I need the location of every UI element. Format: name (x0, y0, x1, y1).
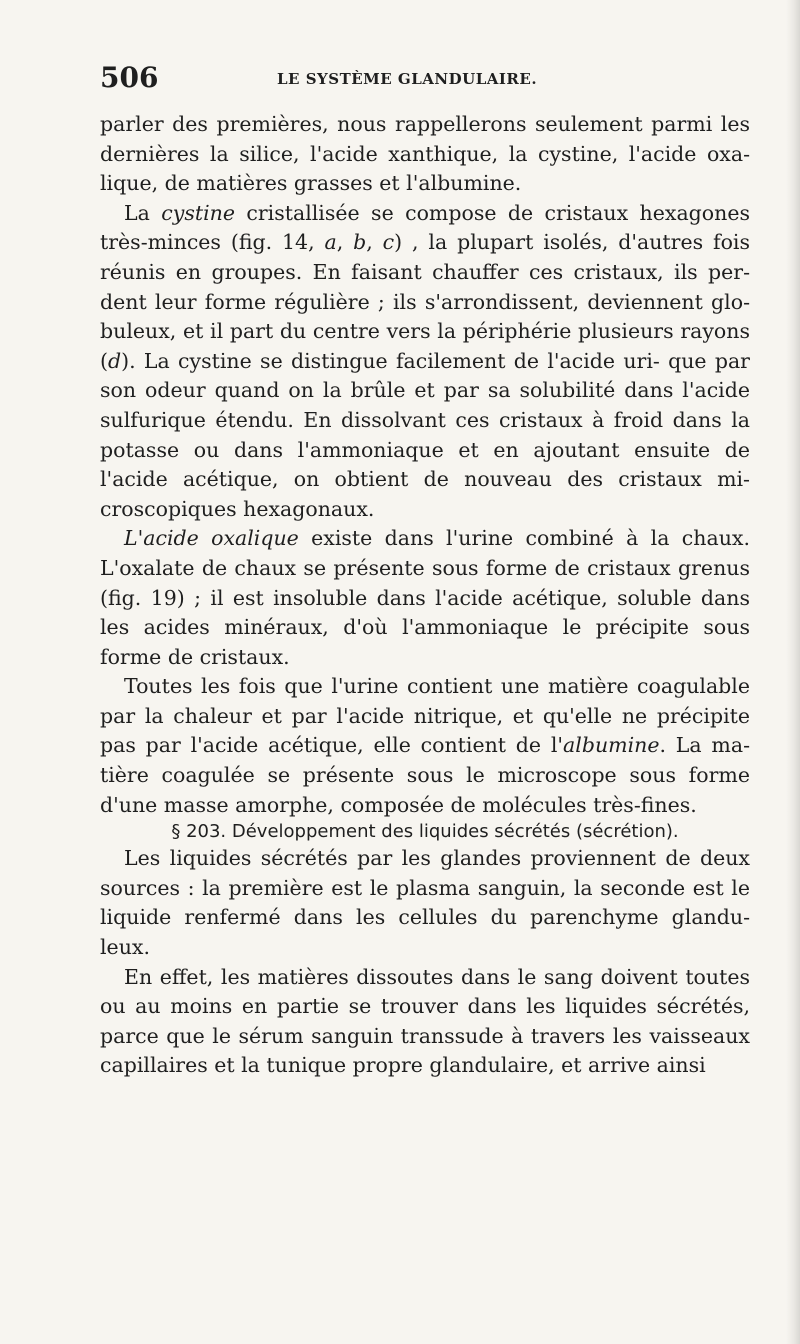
text-run: ) , la plupart isolés, d'autres fois réunis en groupes. En faisant chauffer ces cristaux, ils per- dent leur forme régulière ; ils s'arrondissent, deviennent glo- buleux, et il part du centre vers la périphérie plusieurs rayons ( (100, 230, 750, 373)
fig-letter-a: a (324, 230, 337, 255)
paragraph-blood-matters-text: En effet, les matières dissoutes dans le sang doivent toutes ou au moins en partie se trouver dans les liquides sécrétés, parce que le sérum sanguin transsude à travers les vaisseaux capillaires et la tunique propre glandulaire, et arrive ainsi (100, 964, 750, 1078)
paragraph-1 (100, 110, 750, 199)
page-edge-shadow (786, 0, 800, 1344)
text-run: , (366, 230, 383, 255)
fig-letter-b: b (353, 230, 367, 255)
page-number: 506 (100, 61, 159, 94)
paragraph-blood-matters (100, 963, 750, 1081)
term-oxalic-acid: L'acide oxalique (124, 526, 299, 551)
fig-letter-d: d (108, 348, 122, 373)
paragraph-secretion-sources-text: Les liquides sécrétés par les glandes proviennent de deux sources : la première est le plasma sanguin, la seconde est le liquide renfermé dans les cellules du parenchyme glandu- leux. (100, 846, 750, 960)
paragraph-oxalic-acid (100, 524, 750, 672)
text-run: , (336, 230, 354, 255)
fig-letter-c: c (382, 230, 395, 255)
running-head: LE SYSTÈME GLANDULAIRE. (277, 70, 538, 88)
paragraph-albumine (100, 672, 750, 820)
page-body (100, 110, 750, 1081)
text-run: La (124, 200, 162, 225)
text-run: existe dans l'urine combiné à la chaux. L'oxalate de chaux se présente sous forme de cristaux grenus (fig. 19) ; il est insoluble dans l'acide acétique, soluble dans les acides minéraux, d'où l'ammoniaque le précipite sous forme de cristaux. (100, 526, 750, 669)
text-run: ). La cystine se distingue facilement de l'acide uri- que par son odeur quand on la brûle et par sa solubilité dans l'acide sulfurique étendu. En dissolvant ces cristaux à froid dans la potasse ou dans l'ammoniaque et en ajoutant ensuite de l'acide acétique, on obtient de nouveau des cristaux mi- croscopiques hexagonaux. (100, 348, 750, 521)
text-run: cristallisée se compose de cristaux hexagones très-minces (fig. 14, (100, 200, 750, 255)
text-run: . La ma- tière coagulée se présente sous le microscope sous forme d'une masse amorphe, composée de molécules très-fines. (100, 733, 750, 817)
paragraph-cystine (100, 199, 750, 525)
term-albumine: albumine (563, 733, 660, 758)
term-cystine: cystine (161, 200, 235, 225)
paragraph-1-text: parler des premières, nous rappellerons seulement parmi les dernières la silice, l'acide xanthique, la cystine, l'acide oxa- lique, de matières grasses et l'albumine. (100, 112, 750, 196)
text-run: Toutes les fois que l'urine contient une matière coagulable par la chaleur et par l'acide nitrique, et qu'elle ne précipite pas par l'acide acétique, elle contient de l' (100, 674, 750, 758)
page-header (100, 62, 750, 94)
section-heading: § 203. Développement des liquides sécrétés (sécrétion). (171, 821, 679, 843)
paragraph-secretion-sources (100, 844, 750, 962)
